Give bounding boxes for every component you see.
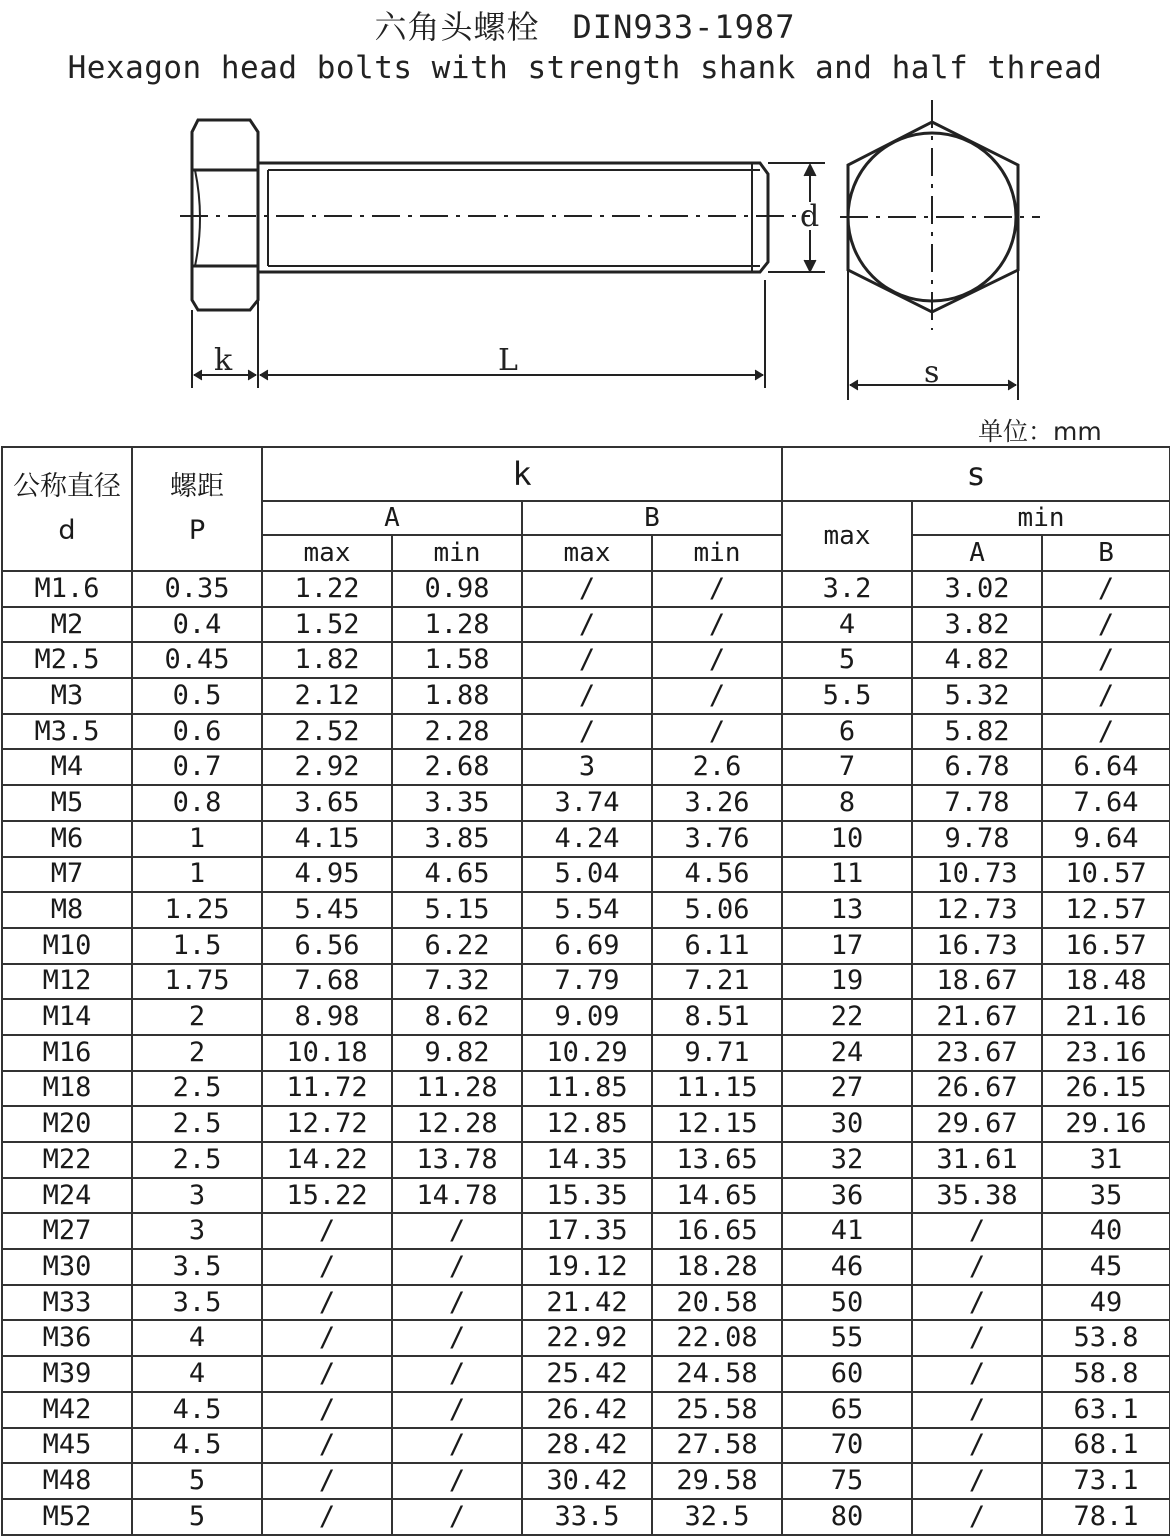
cell-k-b-min: 11.15 [652, 1071, 782, 1107]
header-smin-B: B [1042, 535, 1170, 571]
cell-k-b-max: 19.12 [522, 1249, 652, 1285]
cell-k-a-max: 12.72 [262, 1106, 392, 1142]
cell-k-a-max: 11.72 [262, 1071, 392, 1107]
cell-k-a-min: 13.78 [392, 1142, 522, 1178]
unit-label: 单位：mm [978, 417, 1102, 446]
cell-s-min-a: / [912, 1356, 1042, 1392]
table-row [2, 1285, 1170, 1321]
cell-s-max: 8 [782, 785, 912, 821]
cell-k-a-min: / [392, 1285, 522, 1321]
cell-s-max: 3.2 [782, 571, 912, 607]
cell-k-b-min: 25.58 [652, 1392, 782, 1428]
cell-k-b-max: 17.35 [522, 1213, 652, 1249]
cell-pitch: 3.5 [132, 1249, 262, 1285]
header-p-cn: 螺距 [170, 471, 224, 502]
cell-k-b-max: 7.79 [522, 964, 652, 1000]
header-smin-A: A [912, 535, 1042, 571]
cell-k-b-min: 24.58 [652, 1356, 782, 1392]
header-nominal-diameter [2, 447, 132, 571]
cell-k-b-max: / [522, 678, 652, 714]
cell-d: M36 [2, 1320, 132, 1356]
cell-s-min-b: 40 [1042, 1213, 1170, 1249]
cell-d: M8 [2, 892, 132, 928]
cell-s-max: 32 [782, 1142, 912, 1178]
table-row [2, 999, 1170, 1035]
cell-s-min-b: 58.8 [1042, 1356, 1170, 1392]
cell-pitch: 3 [132, 1178, 262, 1214]
cell-s-min-a: 21.67 [912, 999, 1042, 1035]
cell-d: M42 [2, 1392, 132, 1428]
cell-s-min-a: 3.82 [912, 607, 1042, 643]
header-s-min: min [912, 501, 1170, 535]
header-d: d [58, 515, 76, 546]
cell-pitch: 4 [132, 1356, 262, 1392]
cell-pitch: 4.5 [132, 1428, 262, 1464]
cell-k-b-max: 3.74 [522, 785, 652, 821]
cell-s-min-a: 12.73 [912, 892, 1042, 928]
cell-k-a-min: 1.58 [392, 642, 522, 678]
cell-k-a-min: 6.22 [392, 928, 522, 964]
cell-pitch: 1.5 [132, 928, 262, 964]
cell-k-a-min: / [392, 1213, 522, 1249]
cell-s-max: 10 [782, 821, 912, 857]
cell-k-b-max: 9.09 [522, 999, 652, 1035]
cell-k-b-max: 28.42 [522, 1428, 652, 1464]
cell-k-a-max: 8.98 [262, 999, 392, 1035]
cell-d: M22 [2, 1142, 132, 1178]
cell-s-min-b: 7.64 [1042, 785, 1170, 821]
cell-pitch: 5 [132, 1463, 262, 1499]
cell-k-b-max: 26.42 [522, 1392, 652, 1428]
table-row [2, 1392, 1170, 1428]
cell-k-b-max: 14.35 [522, 1142, 652, 1178]
cell-k-b-min: 27.58 [652, 1428, 782, 1464]
cell-pitch: 3 [132, 1213, 262, 1249]
cell-s-min-a: 5.82 [912, 714, 1042, 750]
cell-d: M6 [2, 821, 132, 857]
cell-k-a-max: / [262, 1285, 392, 1321]
cell-d: M3 [2, 678, 132, 714]
cell-k-a-max: 14.22 [262, 1142, 392, 1178]
cell-s-min-a: 9.78 [912, 821, 1042, 857]
table-row [2, 678, 1170, 714]
cell-k-b-min: 3.76 [652, 821, 782, 857]
cell-k-b-min: 14.65 [652, 1178, 782, 1214]
header-k-A: A [262, 501, 522, 535]
table-row [2, 571, 1170, 607]
cell-k-b-min: 6.11 [652, 928, 782, 964]
cell-k-a-min: / [392, 1428, 522, 1464]
cell-k-a-min: / [392, 1463, 522, 1499]
cell-pitch: 0.35 [132, 571, 262, 607]
cell-k-a-min: 1.28 [392, 607, 522, 643]
cell-s-max: 22 [782, 999, 912, 1035]
cell-k-a-max: 2.12 [262, 678, 392, 714]
cell-pitch: 4 [132, 1320, 262, 1356]
cell-s-max: 19 [782, 964, 912, 1000]
cell-k-b-min: 29.58 [652, 1463, 782, 1499]
cell-k-a-min: 2.28 [392, 714, 522, 750]
cell-s-min-b: 21.16 [1042, 999, 1170, 1035]
cell-k-a-max: 1.22 [262, 571, 392, 607]
cell-k-b-min: 18.28 [652, 1249, 782, 1285]
cell-k-a-max: 1.52 [262, 607, 392, 643]
cell-k-a-max: 1.82 [262, 642, 392, 678]
cell-d: M30 [2, 1249, 132, 1285]
table-row [2, 749, 1170, 785]
cell-k-b-max: 5.54 [522, 892, 652, 928]
cell-s-min-a: 31.61 [912, 1142, 1042, 1178]
cell-k-b-max: / [522, 571, 652, 607]
cell-k-b-max: / [522, 607, 652, 643]
cell-s-max: 30 [782, 1106, 912, 1142]
cell-s-min-a: / [912, 1213, 1042, 1249]
cell-k-a-max: 2.52 [262, 714, 392, 750]
cell-s-max: 7 [782, 749, 912, 785]
header-kA-min: min [392, 535, 522, 571]
cell-d: M12 [2, 964, 132, 1000]
cell-s-min-b: 35 [1042, 1178, 1170, 1214]
cell-pitch: 5 [132, 1499, 262, 1535]
header-pitch [132, 447, 262, 571]
table-row [2, 1106, 1170, 1142]
cell-s-max: 4 [782, 607, 912, 643]
cell-k-b-min: 2.6 [652, 749, 782, 785]
cell-s-min-b: 10.57 [1042, 857, 1170, 893]
cell-s-min-a: 26.67 [912, 1071, 1042, 1107]
cell-k-a-max: 10.18 [262, 1035, 392, 1071]
cell-k-a-min: / [392, 1320, 522, 1356]
cell-pitch: 1 [132, 857, 262, 893]
cell-s-min-a: 7.78 [912, 785, 1042, 821]
header-k: k [262, 447, 782, 501]
cell-k-b-max: / [522, 714, 652, 750]
cell-k-b-min: 4.56 [652, 857, 782, 893]
cell-k-b-min: 7.21 [652, 964, 782, 1000]
cell-k-b-max: 12.85 [522, 1106, 652, 1142]
cell-s-min-b: 63.1 [1042, 1392, 1170, 1428]
cell-k-a-max: / [262, 1499, 392, 1535]
cell-k-a-max: 3.65 [262, 785, 392, 821]
cell-k-a-max: / [262, 1392, 392, 1428]
cell-k-a-min: / [392, 1249, 522, 1285]
cell-k-a-min: 2.68 [392, 749, 522, 785]
cell-k-a-min: 3.35 [392, 785, 522, 821]
cell-k-a-max: / [262, 1249, 392, 1285]
cell-k-a-min: 3.85 [392, 821, 522, 857]
cell-s-max: 70 [782, 1428, 912, 1464]
cell-s-min-a: / [912, 1463, 1042, 1499]
cell-k-a-max: 5.45 [262, 892, 392, 928]
cell-pitch: 3.5 [132, 1285, 262, 1321]
cell-s-max: 46 [782, 1249, 912, 1285]
table-row [2, 821, 1170, 857]
cell-s-max: 27 [782, 1071, 912, 1107]
header-s-max: max [782, 501, 912, 571]
cell-k-a-max: / [262, 1320, 392, 1356]
cell-pitch: 1.75 [132, 964, 262, 1000]
cell-k-a-max: / [262, 1463, 392, 1499]
bolt-shank [258, 163, 768, 272]
table-row [2, 1428, 1170, 1464]
cell-k-a-min: 4.65 [392, 857, 522, 893]
table-row [2, 1035, 1170, 1071]
cell-s-min-b: / [1042, 607, 1170, 643]
cell-k-a-max: / [262, 1213, 392, 1249]
cell-k-b-max: 15.35 [522, 1178, 652, 1214]
cell-d: M2.5 [2, 642, 132, 678]
cell-d: M24 [2, 1178, 132, 1214]
cell-k-b-max: 11.85 [522, 1071, 652, 1107]
cell-k-b-min: 8.51 [652, 999, 782, 1035]
cell-k-a-max: / [262, 1428, 392, 1464]
cell-s-min-a: 10.73 [912, 857, 1042, 893]
cell-s-max: 60 [782, 1356, 912, 1392]
table-row [2, 1320, 1170, 1356]
cell-s-min-a: / [912, 1392, 1042, 1428]
cell-k-b-max: 6.69 [522, 928, 652, 964]
cell-k-b-max: 25.42 [522, 1356, 652, 1392]
cell-k-b-min: 13.65 [652, 1142, 782, 1178]
cell-s-min-a: 6.78 [912, 749, 1042, 785]
cell-d: M48 [2, 1463, 132, 1499]
header-k-B: B [522, 501, 782, 535]
cell-d: M39 [2, 1356, 132, 1392]
table-row [2, 785, 1170, 821]
cell-k-a-min: 1.88 [392, 678, 522, 714]
cell-pitch: 0.6 [132, 714, 262, 750]
cell-k-a-max: 15.22 [262, 1178, 392, 1214]
cell-s-min-b: 53.8 [1042, 1320, 1170, 1356]
cell-s-min-b: 73.1 [1042, 1463, 1170, 1499]
cell-k-a-min: 0.98 [392, 571, 522, 607]
cell-k-b-min: / [652, 607, 782, 643]
cell-pitch: 0.8 [132, 785, 262, 821]
cell-d: M52 [2, 1499, 132, 1535]
cell-pitch: 2.5 [132, 1142, 262, 1178]
cell-s-min-a: 5.32 [912, 678, 1042, 714]
cell-s-min-b: 12.57 [1042, 892, 1170, 928]
cell-k-b-min: 16.65 [652, 1213, 782, 1249]
cell-d: M20 [2, 1106, 132, 1142]
cell-k-b-min: / [652, 571, 782, 607]
cell-s-min-b: / [1042, 642, 1170, 678]
cell-s-max: 65 [782, 1392, 912, 1428]
cell-s-max: 50 [782, 1285, 912, 1321]
cell-pitch: 0.45 [132, 642, 262, 678]
cell-pitch: 0.7 [132, 749, 262, 785]
cell-s-max: 11 [782, 857, 912, 893]
cell-s-min-a: 3.02 [912, 571, 1042, 607]
cell-k-b-max: 10.29 [522, 1035, 652, 1071]
spec-table [1, 446, 1170, 1536]
table-row [2, 1071, 1170, 1107]
cell-d: M4 [2, 749, 132, 785]
cell-s-min-b: 26.15 [1042, 1071, 1170, 1107]
cell-s-max: 13 [782, 892, 912, 928]
cell-k-a-min: / [392, 1356, 522, 1392]
cell-s-max: 17 [782, 928, 912, 964]
cell-s-max: 55 [782, 1320, 912, 1356]
cell-pitch: 1.25 [132, 892, 262, 928]
cell-k-b-min: 22.08 [652, 1320, 782, 1356]
header-s: s [782, 447, 1170, 501]
cell-s-max: 75 [782, 1463, 912, 1499]
cell-s-min-b: / [1042, 714, 1170, 750]
cell-d: M45 [2, 1428, 132, 1464]
cell-s-min-a: 23.67 [912, 1035, 1042, 1071]
label-k: k [214, 343, 233, 378]
table-row [2, 964, 1170, 1000]
cell-k-b-min: / [652, 678, 782, 714]
cell-s-max: 80 [782, 1499, 912, 1535]
table-row [2, 1249, 1170, 1285]
cell-pitch: 0.4 [132, 607, 262, 643]
cell-s-min-a: / [912, 1320, 1042, 1356]
cell-s-min-b: 18.48 [1042, 964, 1170, 1000]
table-row [2, 1213, 1170, 1249]
cell-k-a-max: 4.15 [262, 821, 392, 857]
table-row [2, 1499, 1170, 1535]
cell-s-min-b: 78.1 [1042, 1499, 1170, 1535]
cell-s-min-b: 49 [1042, 1285, 1170, 1321]
cell-k-b-min: / [652, 642, 782, 678]
table-row [2, 642, 1170, 678]
cell-s-min-b: / [1042, 571, 1170, 607]
cell-k-a-min: / [392, 1499, 522, 1535]
spec-table-body [2, 571, 1170, 1535]
cell-k-b-max: 4.24 [522, 821, 652, 857]
cell-s-min-a: / [912, 1249, 1042, 1285]
cell-s-max: 5.5 [782, 678, 912, 714]
header-p: P [188, 515, 206, 546]
cell-s-min-a: 18.67 [912, 964, 1042, 1000]
table-row [2, 714, 1170, 750]
cell-k-a-min: 5.15 [392, 892, 522, 928]
cell-d: M1.6 [2, 571, 132, 607]
label-L: L [498, 343, 518, 378]
cell-k-a-min: 8.62 [392, 999, 522, 1035]
label-d: d [800, 199, 820, 234]
table-row [2, 892, 1170, 928]
cell-k-a-max: 7.68 [262, 964, 392, 1000]
header-kB-min: min [652, 535, 782, 571]
cell-s-min-b: 6.64 [1042, 749, 1170, 785]
table-row [2, 857, 1170, 893]
table-row [2, 607, 1170, 643]
cell-s-min-b: 23.16 [1042, 1035, 1170, 1071]
label-s: s [924, 355, 940, 390]
cell-pitch: 4.5 [132, 1392, 262, 1428]
cell-k-a-max: 2.92 [262, 749, 392, 785]
cell-s-min-b: 31 [1042, 1142, 1170, 1178]
cell-k-a-max: 6.56 [262, 928, 392, 964]
cell-k-b-max: 30.42 [522, 1463, 652, 1499]
cell-s-max: 6 [782, 714, 912, 750]
cell-k-b-min: 12.15 [652, 1106, 782, 1142]
cell-k-b-max: / [522, 642, 652, 678]
cell-pitch: 0.5 [132, 678, 262, 714]
cell-pitch: 2.5 [132, 1106, 262, 1142]
cell-s-min-a: / [912, 1499, 1042, 1535]
table-row [2, 1463, 1170, 1499]
cell-d: M3.5 [2, 714, 132, 750]
cell-k-b-max: 5.04 [522, 857, 652, 893]
title-english: Hexagon head bolts with strength shank and half thread [67, 50, 1103, 86]
cell-d: M14 [2, 999, 132, 1035]
cell-s-min-b: 9.64 [1042, 821, 1170, 857]
cell-k-a-min: 12.28 [392, 1106, 522, 1142]
title-chinese: 六角头螺栓 DIN933-1987 [374, 8, 796, 46]
cell-k-b-min: 20.58 [652, 1285, 782, 1321]
cell-d: M27 [2, 1213, 132, 1249]
cell-pitch: 1 [132, 821, 262, 857]
cell-s-min-a: 4.82 [912, 642, 1042, 678]
cell-k-b-max: 3 [522, 749, 652, 785]
cell-s-max: 5 [782, 642, 912, 678]
cell-k-b-min: 9.71 [652, 1035, 782, 1071]
cell-pitch: 2 [132, 1035, 262, 1071]
cell-d: M16 [2, 1035, 132, 1071]
cell-pitch: 2 [132, 999, 262, 1035]
cell-k-b-min: 32.5 [652, 1499, 782, 1535]
header-d-cn: 公称直径 [13, 471, 121, 502]
cell-s-min-b: 68.1 [1042, 1428, 1170, 1464]
cell-d: M10 [2, 928, 132, 964]
cell-s-min-a: 16.73 [912, 928, 1042, 964]
cell-k-a-min: 14.78 [392, 1178, 522, 1214]
cell-d: M33 [2, 1285, 132, 1321]
cell-k-b-min: 5.06 [652, 892, 782, 928]
cell-d: M7 [2, 857, 132, 893]
cell-k-a-min: / [392, 1392, 522, 1428]
cell-k-b-max: 22.92 [522, 1320, 652, 1356]
cell-k-a-min: 11.28 [392, 1071, 522, 1107]
cell-k-a-min: 7.32 [392, 964, 522, 1000]
cell-d: M5 [2, 785, 132, 821]
cell-d: M2 [2, 607, 132, 643]
header-kB-max: max [522, 535, 652, 571]
table-row [2, 1178, 1170, 1214]
cell-s-min-b: 16.57 [1042, 928, 1170, 964]
cell-s-min-b: / [1042, 678, 1170, 714]
cell-k-b-max: 21.42 [522, 1285, 652, 1321]
bolt-drawing [0, 90, 1170, 410]
cell-s-max: 36 [782, 1178, 912, 1214]
cell-s-min-a: / [912, 1428, 1042, 1464]
cell-s-max: 41 [782, 1213, 912, 1249]
cell-k-b-min: / [652, 714, 782, 750]
cell-s-min-a: / [912, 1285, 1042, 1321]
cell-k-a-max: / [262, 1356, 392, 1392]
cell-s-max: 24 [782, 1035, 912, 1071]
cell-k-a-min: 9.82 [392, 1035, 522, 1071]
cell-k-b-max: 33.5 [522, 1499, 652, 1535]
cell-d: M18 [2, 1071, 132, 1107]
cell-k-a-max: 4.95 [262, 857, 392, 893]
header-kA-max: max [262, 535, 392, 571]
cell-k-b-min: 3.26 [652, 785, 782, 821]
table-row [2, 1356, 1170, 1392]
table-row [2, 1142, 1170, 1178]
cell-s-min-b: 29.16 [1042, 1106, 1170, 1142]
table-row [2, 928, 1170, 964]
cell-s-min-a: 29.67 [912, 1106, 1042, 1142]
cell-s-min-b: 45 [1042, 1249, 1170, 1285]
cell-pitch: 2.5 [132, 1071, 262, 1107]
cell-s-min-a: 35.38 [912, 1178, 1042, 1214]
